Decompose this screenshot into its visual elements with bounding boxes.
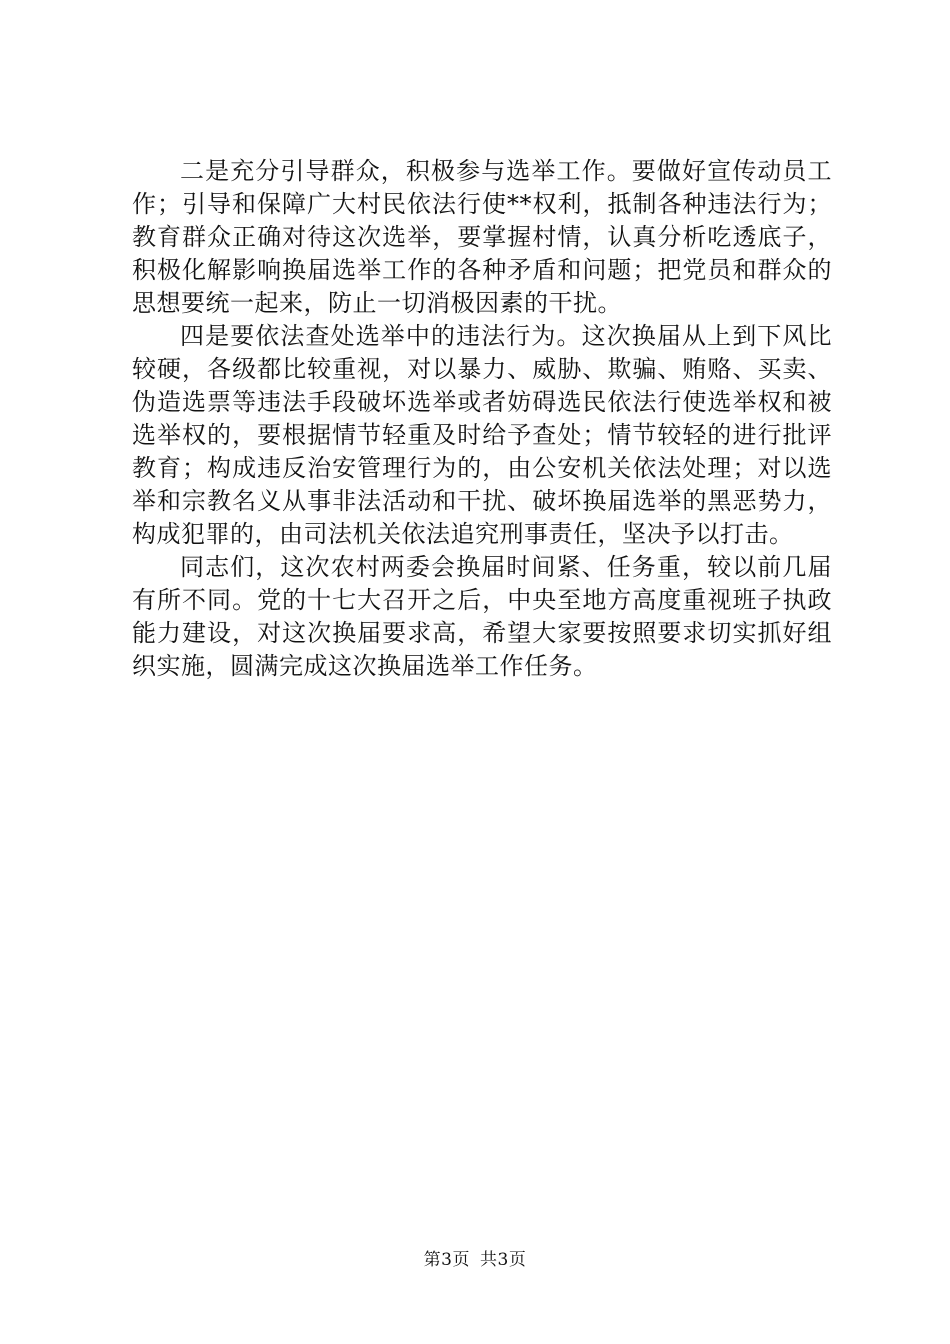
page-footer	[0, 1245, 950, 1270]
paragraph-punish-violations: 四是要依法查处选举中的违法行为。这次换届从上到下风比较硬，各级都比较重视，对以暴力、威胁、欺骗、贿赂、买卖、伪造选票等违法手段破坏选举或者妨碍选民依法行使选举权和被选举权的，要根据情节轻重及时给予查处；情节较轻的进行批评教育；构成违反治安管理行为的，由公安机关依法处理；对以选举和宗教名义从事非法活动和干扰、破坏换届选举的黑恶势力，构成犯罪的，由司法机关依法追究刑事责任，坚决予以打击。	[132, 322, 832, 548]
paragraph-closing-remarks: 同志们，这次农村两委会换届时间紧、任务重，较以前几届有所不同。党的十七大召开之后，中央至地方高度重视班子执政能力建设，对这次换届要求高，希望大家要按照要求切实抓好组织实施，圆满完成这次换届选举工作任务。	[132, 553, 832, 680]
paragraph-guide-masses: 二是充分引导群众，积极参与选举工作。要做好宣传动员工作；引导和保障广大村民依法行使**权利，抵制各种违法行为；教育群众正确对待这次选举，要掌握村情，认真分析吃透底子，积极化解影响换届选举工作的各种矛盾和问题；把党员和群众的思想要统一起来，防止一切消极因素的干扰。	[132, 157, 832, 317]
document-body	[132, 155, 832, 683]
page-number: 第3页	[423, 1250, 470, 1270]
page-total: 共3页	[480, 1250, 527, 1270]
